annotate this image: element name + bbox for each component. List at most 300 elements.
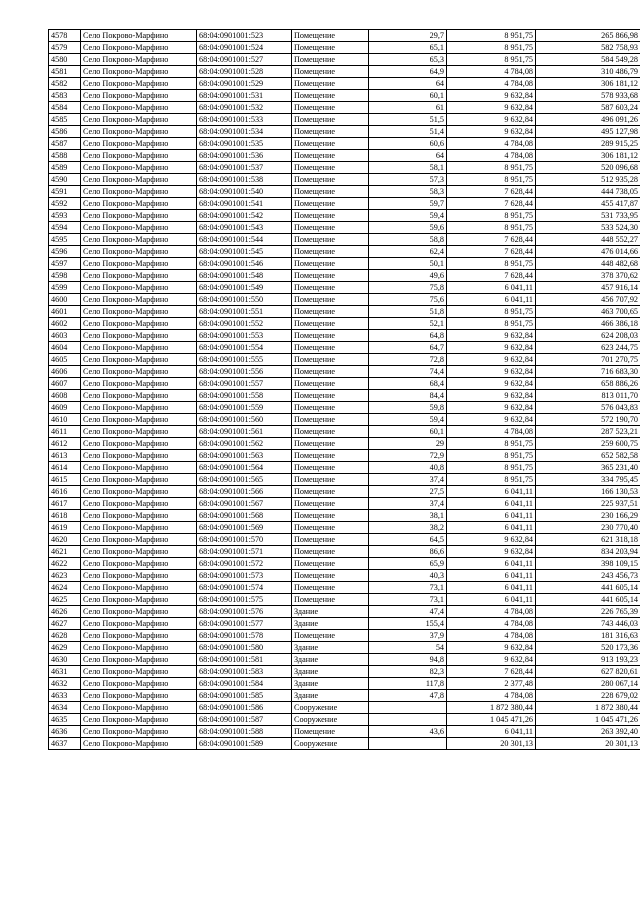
table-row xyxy=(49,654,640,666)
row-number-cell: 4619 xyxy=(49,522,81,534)
area-cell xyxy=(369,738,447,750)
cadastral-number-cell: 68:04:0901001:568 xyxy=(197,510,292,522)
area-cell: 74,4 xyxy=(369,366,447,378)
table-row xyxy=(49,162,640,174)
location-cell: Село Покрово-Марфино xyxy=(81,174,197,186)
cadastral-value-cell: 621 318,18 xyxy=(536,534,640,546)
cadastral-value-cell: 166 130,53 xyxy=(536,486,640,498)
cadastral-number-cell: 68:04:0901001:574 xyxy=(197,582,292,594)
object-type-cell: Помещение xyxy=(292,474,369,486)
area-cell: 59,8 xyxy=(369,402,447,414)
specific-value-cell: 7 628,44 xyxy=(447,246,536,258)
object-type-cell: Помещение xyxy=(292,378,369,390)
cadastral-value-cell: 444 738,05 xyxy=(536,186,640,198)
table-row xyxy=(49,702,640,714)
row-number-cell: 4591 xyxy=(49,186,81,198)
location-cell: Село Покрово-Марфино xyxy=(81,78,197,90)
table-row xyxy=(49,234,640,246)
row-number-cell: 4631 xyxy=(49,666,81,678)
specific-value-cell: 4 784,08 xyxy=(447,690,536,702)
cadastral-number-cell: 68:04:0901001:532 xyxy=(197,102,292,114)
cadastral-number-cell: 68:04:0901001:570 xyxy=(197,534,292,546)
cadastral-number-cell: 68:04:0901001:554 xyxy=(197,342,292,354)
table-row xyxy=(49,30,640,42)
row-number-cell: 4635 xyxy=(49,714,81,726)
location-cell: Село Покрово-Марфино xyxy=(81,246,197,258)
row-number-cell: 4625 xyxy=(49,594,81,606)
specific-value-cell: 6 041,11 xyxy=(447,282,536,294)
cadastral-number-cell: 68:04:0901001:537 xyxy=(197,162,292,174)
table-row xyxy=(49,186,640,198)
table-row xyxy=(49,270,640,282)
location-cell: Село Покрово-Марфино xyxy=(81,678,197,690)
cadastral-number-cell: 68:04:0901001:566 xyxy=(197,486,292,498)
cadastral-number-cell: 68:04:0901001:589 xyxy=(197,738,292,750)
row-number-cell: 4594 xyxy=(49,222,81,234)
specific-value-cell: 9 632,84 xyxy=(447,366,536,378)
row-number-cell: 4603 xyxy=(49,330,81,342)
row-number-cell: 4634 xyxy=(49,702,81,714)
location-cell: Село Покрово-Марфино xyxy=(81,642,197,654)
cadastral-number-cell: 68:04:0901001:559 xyxy=(197,402,292,414)
cadastral-value-cell: 913 193,23 xyxy=(536,654,640,666)
object-type-cell: Сооружение xyxy=(292,714,369,726)
location-cell: Село Покрово-Марфино xyxy=(81,114,197,126)
specific-value-cell: 8 951,75 xyxy=(447,306,536,318)
cadastral-value-cell: 441 605,14 xyxy=(536,594,640,606)
object-type-cell: Помещение xyxy=(292,510,369,522)
location-cell: Село Покрово-Марфино xyxy=(81,186,197,198)
row-number-cell: 4585 xyxy=(49,114,81,126)
location-cell: Село Покрово-Марфино xyxy=(81,450,197,462)
object-type-cell: Помещение xyxy=(292,150,369,162)
location-cell: Село Покрово-Марфино xyxy=(81,306,197,318)
location-cell: Село Покрово-Марфино xyxy=(81,222,197,234)
location-cell: Село Покрово-Марфино xyxy=(81,66,197,78)
cadastral-number-cell: 68:04:0901001:571 xyxy=(197,546,292,558)
area-cell: 64 xyxy=(369,150,447,162)
cadastral-value-cell: 578 933,68 xyxy=(536,90,640,102)
cadastral-number-cell: 68:04:0901001:562 xyxy=(197,438,292,450)
location-cell: Село Покрово-Марфино xyxy=(81,522,197,534)
cadastral-number-cell: 68:04:0901001:561 xyxy=(197,426,292,438)
location-cell: Село Покрово-Марфино xyxy=(81,138,197,150)
location-cell: Село Покрово-Марфино xyxy=(81,414,197,426)
specific-value-cell: 6 041,11 xyxy=(447,486,536,498)
table-row xyxy=(49,678,640,690)
object-type-cell: Помещение xyxy=(292,630,369,642)
object-type-cell: Помещение xyxy=(292,390,369,402)
cadastral-number-cell: 68:04:0901001:564 xyxy=(197,462,292,474)
area-cell: 37,4 xyxy=(369,498,447,510)
cadastral-number-cell: 68:04:0901001:528 xyxy=(197,66,292,78)
area-cell: 60,6 xyxy=(369,138,447,150)
object-type-cell: Помещение xyxy=(292,402,369,414)
object-type-cell: Здание xyxy=(292,678,369,690)
cadastral-value-cell: 243 456,73 xyxy=(536,570,640,582)
table-row xyxy=(49,210,640,222)
area-cell: 40,3 xyxy=(369,570,447,582)
area-cell: 49,6 xyxy=(369,270,447,282)
area-cell: 38,1 xyxy=(369,510,447,522)
cadastral-value-cell: 457 916,14 xyxy=(536,282,640,294)
location-cell: Село Покрово-Марфино xyxy=(81,330,197,342)
cadastral-value-cell: 520 173,36 xyxy=(536,642,640,654)
specific-value-cell: 6 041,11 xyxy=(447,570,536,582)
cadastral-value-cell: 572 190,70 xyxy=(536,414,640,426)
table-row xyxy=(49,258,640,270)
specific-value-cell: 1 872 380,44 xyxy=(447,702,536,714)
specific-value-cell: 4 784,08 xyxy=(447,78,536,90)
cadastral-number-cell: 68:04:0901001:555 xyxy=(197,354,292,366)
specific-value-cell: 9 632,84 xyxy=(447,342,536,354)
row-number-cell: 4621 xyxy=(49,546,81,558)
table-row xyxy=(49,426,640,438)
specific-value-cell: 8 951,75 xyxy=(447,258,536,270)
location-cell: Село Покрово-Марфино xyxy=(81,618,197,630)
cadastral-value-cell: 228 679,02 xyxy=(536,690,640,702)
location-cell: Село Покрово-Марфино xyxy=(81,738,197,750)
location-cell: Село Покрово-Марфино xyxy=(81,342,197,354)
cadastral-number-cell: 68:04:0901001:553 xyxy=(197,330,292,342)
object-type-cell: Помещение xyxy=(292,726,369,738)
table-row xyxy=(49,330,640,342)
specific-value-cell: 4 784,08 xyxy=(447,138,536,150)
area-cell: 52,1 xyxy=(369,318,447,330)
location-cell: Село Покрово-Марфино xyxy=(81,666,197,678)
specific-value-cell: 6 041,11 xyxy=(447,498,536,510)
row-number-cell: 4629 xyxy=(49,642,81,654)
cadastral-value-cell: 306 181,12 xyxy=(536,150,640,162)
row-number-cell: 4586 xyxy=(49,126,81,138)
area-cell: 73,1 xyxy=(369,582,447,594)
cadastral-value-cell: 624 208,03 xyxy=(536,330,640,342)
table-row xyxy=(49,222,640,234)
area-cell: 51,4 xyxy=(369,126,447,138)
table-row xyxy=(49,90,640,102)
specific-value-cell: 9 632,84 xyxy=(447,402,536,414)
table-row xyxy=(49,114,640,126)
location-cell: Село Покрово-Марфино xyxy=(81,462,197,474)
cadastral-value-cell: 834 203,94 xyxy=(536,546,640,558)
specific-value-cell: 4 784,08 xyxy=(447,606,536,618)
row-number-cell: 4630 xyxy=(49,654,81,666)
table-row xyxy=(49,78,640,90)
row-number-cell: 4598 xyxy=(49,270,81,282)
cadastral-number-cell: 68:04:0901001:546 xyxy=(197,258,292,270)
cadastral-value-cell: 813 011,70 xyxy=(536,390,640,402)
location-cell: Село Покрово-Марфино xyxy=(81,558,197,570)
cadastral-value-cell: 623 244,75 xyxy=(536,342,640,354)
location-cell: Село Покрово-Марфино xyxy=(81,102,197,114)
row-number-cell: 4606 xyxy=(49,366,81,378)
row-number-cell: 4627 xyxy=(49,618,81,630)
object-type-cell: Здание xyxy=(292,642,369,654)
table-row xyxy=(49,246,640,258)
cadastral-number-cell: 68:04:0901001:583 xyxy=(197,666,292,678)
area-cell: 75,6 xyxy=(369,294,447,306)
object-type-cell: Помещение xyxy=(292,162,369,174)
table-row xyxy=(49,462,640,474)
object-type-cell: Помещение xyxy=(292,282,369,294)
area-cell: 47,8 xyxy=(369,690,447,702)
cadastral-value-cell: 448 482,68 xyxy=(536,258,640,270)
table-row xyxy=(49,126,640,138)
object-type-cell: Помещение xyxy=(292,354,369,366)
area-cell: 84,4 xyxy=(369,390,447,402)
specific-value-cell: 6 041,11 xyxy=(447,510,536,522)
row-number-cell: 4597 xyxy=(49,258,81,270)
row-number-cell: 4600 xyxy=(49,294,81,306)
location-cell: Село Покрово-Марфино xyxy=(81,546,197,558)
cadastral-value-cell: 533 524,30 xyxy=(536,222,640,234)
specific-value-cell: 7 628,44 xyxy=(447,666,536,678)
row-number-cell: 4589 xyxy=(49,162,81,174)
area-cell: 50,1 xyxy=(369,258,447,270)
specific-value-cell: 6 041,11 xyxy=(447,522,536,534)
location-cell: Село Покрово-Марфино xyxy=(81,162,197,174)
object-type-cell: Помещение xyxy=(292,414,369,426)
table-row xyxy=(49,450,640,462)
property-register-table xyxy=(48,29,640,750)
cadastral-number-cell: 68:04:0901001:545 xyxy=(197,246,292,258)
specific-value-cell: 6 041,11 xyxy=(447,582,536,594)
row-number-cell: 4608 xyxy=(49,390,81,402)
cadastral-number-cell: 68:04:0901001:540 xyxy=(197,186,292,198)
table-row xyxy=(49,558,640,570)
specific-value-cell: 20 301,13 xyxy=(447,738,536,750)
cadastral-value-cell: 520 096,68 xyxy=(536,162,640,174)
specific-value-cell: 6 041,11 xyxy=(447,594,536,606)
object-type-cell: Здание xyxy=(292,666,369,678)
object-type-cell: Помещение xyxy=(292,114,369,126)
cadastral-number-cell: 68:04:0901001:585 xyxy=(197,690,292,702)
location-cell: Село Покрово-Марфино xyxy=(81,726,197,738)
cadastral-value-cell: 456 707,92 xyxy=(536,294,640,306)
cadastral-number-cell: 68:04:0901001:586 xyxy=(197,702,292,714)
cadastral-number-cell: 68:04:0901001:573 xyxy=(197,570,292,582)
cadastral-value-cell: 230 166,29 xyxy=(536,510,640,522)
row-number-cell: 4610 xyxy=(49,414,81,426)
cadastral-number-cell: 68:04:0901001:529 xyxy=(197,78,292,90)
area-cell: 64 xyxy=(369,78,447,90)
table-row xyxy=(49,618,640,630)
specific-value-cell: 9 632,84 xyxy=(447,354,536,366)
object-type-cell: Помещение xyxy=(292,570,369,582)
area-cell: 65,1 xyxy=(369,42,447,54)
row-number-cell: 4592 xyxy=(49,198,81,210)
table-row xyxy=(49,594,640,606)
row-number-cell: 4637 xyxy=(49,738,81,750)
row-number-cell: 4588 xyxy=(49,150,81,162)
cadastral-value-cell: 306 181,12 xyxy=(536,78,640,90)
cadastral-number-cell: 68:04:0901001:576 xyxy=(197,606,292,618)
row-number-cell: 4582 xyxy=(49,78,81,90)
specific-value-cell: 7 628,44 xyxy=(447,270,536,282)
cadastral-value-cell: 463 700,65 xyxy=(536,306,640,318)
row-number-cell: 4624 xyxy=(49,582,81,594)
table-row xyxy=(49,726,640,738)
cadastral-value-cell: 658 886,26 xyxy=(536,378,640,390)
object-type-cell: Помещение xyxy=(292,558,369,570)
table-row xyxy=(49,138,640,150)
object-type-cell: Помещение xyxy=(292,486,369,498)
specific-value-cell: 9 632,84 xyxy=(447,654,536,666)
area-cell: 65,3 xyxy=(369,54,447,66)
table-row xyxy=(49,630,640,642)
table-row xyxy=(49,546,640,558)
object-type-cell: Помещение xyxy=(292,366,369,378)
cadastral-value-cell: 466 386,18 xyxy=(536,318,640,330)
table-row xyxy=(49,150,640,162)
cadastral-number-cell: 68:04:0901001:581 xyxy=(197,654,292,666)
specific-value-cell: 4 784,08 xyxy=(447,618,536,630)
specific-value-cell: 8 951,75 xyxy=(447,162,536,174)
row-number-cell: 4595 xyxy=(49,234,81,246)
location-cell: Село Покрово-Марфино xyxy=(81,498,197,510)
location-cell: Село Покрово-Марфино xyxy=(81,210,197,222)
cadastral-value-cell: 289 915,25 xyxy=(536,138,640,150)
cadastral-value-cell: 587 603,24 xyxy=(536,102,640,114)
location-cell: Село Покрово-Марфино xyxy=(81,30,197,42)
table-row xyxy=(49,54,640,66)
location-cell: Село Покрово-Марфино xyxy=(81,90,197,102)
table-row xyxy=(49,642,640,654)
location-cell: Село Покрово-Марфино xyxy=(81,702,197,714)
specific-value-cell: 8 951,75 xyxy=(447,54,536,66)
row-number-cell: 4616 xyxy=(49,486,81,498)
area-cell: 64,9 xyxy=(369,66,447,78)
location-cell: Село Покрово-Марфино xyxy=(81,282,197,294)
cadastral-number-cell: 68:04:0901001:543 xyxy=(197,222,292,234)
table-row xyxy=(49,714,640,726)
specific-value-cell: 4 784,08 xyxy=(447,66,536,78)
row-number-cell: 4620 xyxy=(49,534,81,546)
row-number-cell: 4614 xyxy=(49,462,81,474)
specific-value-cell: 4 784,08 xyxy=(447,426,536,438)
table-row xyxy=(49,294,640,306)
area-cell: 117,8 xyxy=(369,678,447,690)
location-cell: Село Покрово-Марфино xyxy=(81,198,197,210)
row-number-cell: 4623 xyxy=(49,570,81,582)
area-cell: 37,9 xyxy=(369,630,447,642)
cadastral-value-cell: 512 935,28 xyxy=(536,174,640,186)
cadastral-number-cell: 68:04:0901001:538 xyxy=(197,174,292,186)
row-number-cell: 4583 xyxy=(49,90,81,102)
area-cell: 65,9 xyxy=(369,558,447,570)
row-number-cell: 4599 xyxy=(49,282,81,294)
cadastral-value-cell: 259 600,75 xyxy=(536,438,640,450)
specific-value-cell: 8 951,75 xyxy=(447,42,536,54)
area-cell: 64,7 xyxy=(369,342,447,354)
cadastral-number-cell: 68:04:0901001:536 xyxy=(197,150,292,162)
object-type-cell: Помещение xyxy=(292,294,369,306)
cadastral-number-cell: 68:04:0901001:578 xyxy=(197,630,292,642)
location-cell: Село Покрово-Марфино xyxy=(81,654,197,666)
area-cell: 57,3 xyxy=(369,174,447,186)
row-number-cell: 4607 xyxy=(49,378,81,390)
cadastral-value-cell: 627 820,61 xyxy=(536,666,640,678)
cadastral-number-cell: 68:04:0901001:542 xyxy=(197,210,292,222)
table-row xyxy=(49,474,640,486)
cadastral-value-cell: 310 486,79 xyxy=(536,66,640,78)
cadastral-number-cell: 68:04:0901001:541 xyxy=(197,198,292,210)
table-row xyxy=(49,342,640,354)
cadastral-number-cell: 68:04:0901001:565 xyxy=(197,474,292,486)
area-cell: 61 xyxy=(369,102,447,114)
cadastral-number-cell: 68:04:0901001:569 xyxy=(197,522,292,534)
object-type-cell: Помещение xyxy=(292,594,369,606)
location-cell: Село Покрово-Марфино xyxy=(81,570,197,582)
cadastral-value-cell: 226 765,39 xyxy=(536,606,640,618)
table-row xyxy=(49,534,640,546)
location-cell: Село Покрово-Марфино xyxy=(81,510,197,522)
object-type-cell: Помещение xyxy=(292,498,369,510)
location-cell: Село Покрово-Марфино xyxy=(81,534,197,546)
location-cell: Село Покрово-Марфино xyxy=(81,426,197,438)
area-cell: 58,3 xyxy=(369,186,447,198)
area-cell: 62,4 xyxy=(369,246,447,258)
row-number-cell: 4626 xyxy=(49,606,81,618)
area-cell: 47,4 xyxy=(369,606,447,618)
specific-value-cell: 7 628,44 xyxy=(447,186,536,198)
cadastral-number-cell: 68:04:0901001:551 xyxy=(197,306,292,318)
cadastral-value-cell: 1 045 471,26 xyxy=(536,714,640,726)
object-type-cell: Здание xyxy=(292,690,369,702)
area-cell: 64,5 xyxy=(369,534,447,546)
table-row xyxy=(49,498,640,510)
location-cell: Село Покрово-Марфино xyxy=(81,438,197,450)
table-row xyxy=(49,42,640,54)
row-number-cell: 4618 xyxy=(49,510,81,522)
object-type-cell: Помещение xyxy=(292,306,369,318)
specific-value-cell: 9 632,84 xyxy=(447,126,536,138)
location-cell: Село Покрово-Марфино xyxy=(81,366,197,378)
specific-value-cell: 9 632,84 xyxy=(447,114,536,126)
cadastral-value-cell: 701 270,75 xyxy=(536,354,640,366)
object-type-cell: Здание xyxy=(292,654,369,666)
object-type-cell: Помещение xyxy=(292,138,369,150)
row-number-cell: 4632 xyxy=(49,678,81,690)
row-number-cell: 4580 xyxy=(49,54,81,66)
cadastral-number-cell: 68:04:0901001:572 xyxy=(197,558,292,570)
cadastral-value-cell: 531 733,95 xyxy=(536,210,640,222)
object-type-cell: Здание xyxy=(292,618,369,630)
row-number-cell: 4628 xyxy=(49,630,81,642)
cadastral-value-cell: 448 552,27 xyxy=(536,234,640,246)
location-cell: Село Покрово-Марфино xyxy=(81,258,197,270)
location-cell: Село Покрово-Марфино xyxy=(81,402,197,414)
area-cell: 64,8 xyxy=(369,330,447,342)
specific-value-cell: 9 632,84 xyxy=(447,534,536,546)
specific-value-cell: 9 632,84 xyxy=(447,102,536,114)
table-row xyxy=(49,402,640,414)
location-cell: Село Покрово-Марфино xyxy=(81,354,197,366)
cadastral-value-cell: 476 014,66 xyxy=(536,246,640,258)
cadastral-value-cell: 495 127,98 xyxy=(536,126,640,138)
area-cell: 59,7 xyxy=(369,198,447,210)
row-number-cell: 4581 xyxy=(49,66,81,78)
row-number-cell: 4633 xyxy=(49,690,81,702)
specific-value-cell: 8 951,75 xyxy=(447,438,536,450)
object-type-cell: Помещение xyxy=(292,318,369,330)
cadastral-value-cell: 582 758,93 xyxy=(536,42,640,54)
table-row xyxy=(49,414,640,426)
specific-value-cell: 9 632,84 xyxy=(447,642,536,654)
object-type-cell: Помещение xyxy=(292,186,369,198)
cadastral-value-cell: 441 605,14 xyxy=(536,582,640,594)
area-cell: 58,8 xyxy=(369,234,447,246)
